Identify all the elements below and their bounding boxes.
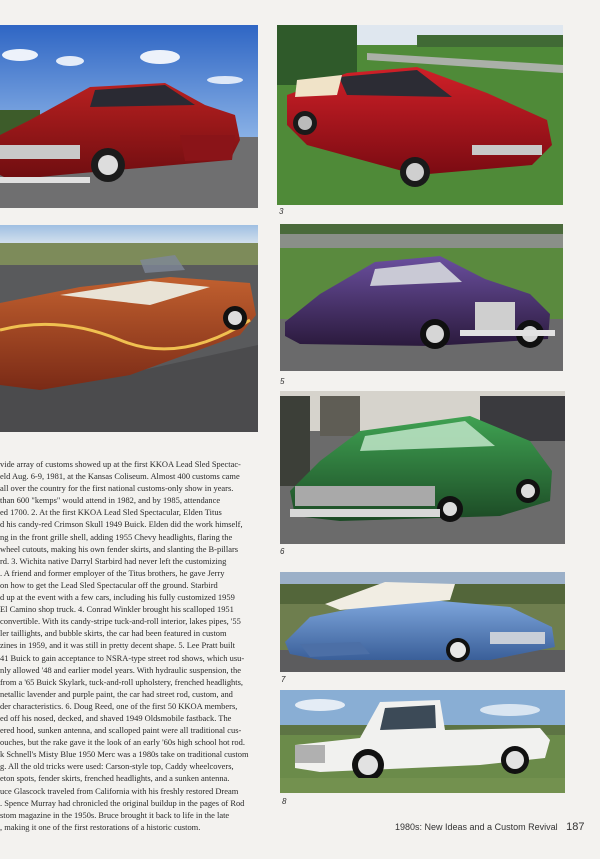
caption-line: eton spots, fender skirts, frenched headlights, and a sunken antenna. <box>0 773 230 784</box>
photo-blue-merc <box>280 572 565 672</box>
caption-line: El Camino shop truck. 4. Conrad Winkler brought his scalloped 1951 <box>0 604 234 615</box>
caption-line: nly allowed '48 and earlier model years. With hydraulic suspension, the <box>0 664 241 675</box>
photo-number-8: 8 <box>282 797 287 806</box>
photo-red-el-camino <box>277 25 563 205</box>
caption-text <box>0 458 262 833</box>
caption-line: ered hood, sunken antenna, and scalloped paint were all traditional cus- <box>0 725 242 736</box>
caption-line: , making it one of the first restorations of a historic custom. <box>0 821 201 832</box>
photo-white-dream-truck <box>280 690 565 793</box>
caption-line: on how to get the Lead Sled Spectacular off the ground. Starbird <box>0 579 218 590</box>
caption-line: . A friend and former employer of the Titus brothers, he gave Jerry <box>0 567 225 578</box>
photo-purple-buick-image <box>280 224 563 371</box>
caption-line: netallic lavender and purple paint, the car had street rod, custom, and <box>0 688 233 699</box>
page-footer <box>395 821 584 833</box>
caption-line: der characteristics. 6. Doug Reed, one of the first 50 KKOA members, <box>0 700 238 711</box>
photo-green-oldsmobile <box>280 391 565 544</box>
caption-line: ed 1700. 2. At the first KKOA Lead Sled Spectacular, Elden Titus <box>0 507 222 518</box>
photo-white-dream-truck-image <box>280 690 565 793</box>
caption-line: d his candy-red Crimson Skull 1949 Buick. Elden did the work himself, <box>0 519 243 530</box>
photo-green-oldsmobile-image <box>280 391 565 544</box>
caption-line: all over the country for the first national customs-only show in years. <box>0 483 234 494</box>
caption-line: wheel cutouts, making his own fender skirts, and slanting the B-pillars <box>0 543 239 554</box>
photo-red-buick <box>0 25 258 208</box>
photo-red-buick-image <box>0 25 258 208</box>
chapter-title: 1980s: New Ideas and a Custom Revival <box>395 822 558 832</box>
caption-line: d up at the event with a few cars, including his fully customized 1959 <box>0 592 235 603</box>
caption-line: ouches, but the rake gave it the look of an early '60s high school hot rod. <box>0 737 245 748</box>
caption-line: ler taillights, and bubble skirts, the car had been featured in custom <box>0 628 227 639</box>
photo-number-3: 3 <box>279 207 284 216</box>
photo-number-5: 5 <box>280 377 285 386</box>
caption-line: g. All the old tricks were used: Carson-style top, Caddy wheelcovers, <box>0 761 234 772</box>
caption-line: ed off his nosed, decked, and shaved 1949 Oldsmobile fastback. The <box>0 712 232 723</box>
caption-line: eld Aug. 6-9, 1981, at the Kansas Coliseum. Almost 400 customs came <box>0 471 240 482</box>
photo-scalloped-convertible-image <box>0 225 258 432</box>
caption-line: k Schnell's Misty Blue 1950 Merc was a 1980s take on traditional custom <box>0 749 249 760</box>
caption-line: . Spence Murray had chronicled the original buildup in the pages of Rod <box>0 797 245 808</box>
caption-line: rd. 3. Wichita native Darryl Starbird had never left the customizing <box>0 555 227 566</box>
caption-line: zines in 1959, and it was still in pretty decent shape. 5. Lee Pratt built <box>0 640 236 651</box>
photo-purple-buick <box>280 224 563 371</box>
photo-scalloped-convertible <box>0 225 258 432</box>
caption-line: than 600 "kemps" would attend in 1982, and by 1985, attendance <box>0 495 221 506</box>
caption-line: vide array of customs showed up at the first KKOA Lead Sled Spectac- <box>0 459 241 469</box>
page-number: 187 <box>566 821 585 833</box>
caption-line: convertible. With its candy-stripe tuck-and-roll interior, lakes pipes, '55 <box>0 616 241 627</box>
caption-line: 41 Buick to gain acceptance to NSRA-type street rod shows, which usu- <box>0 652 245 663</box>
caption-line: stom magazine in the 1950s. Bruce brought it back to life in the late <box>0 809 230 820</box>
photo-number-7: 7 <box>281 675 286 684</box>
photo-red-el-camino-image <box>277 25 563 205</box>
caption-line: uce Glascock traveled from California with his freshly restored Dream <box>0 785 239 796</box>
photo-number-6: 6 <box>280 547 285 556</box>
photo-blue-merc-image <box>280 572 565 672</box>
caption-line: ng in the front grille shell, adding 1955 Chevy headlights, flaring the <box>0 531 233 542</box>
caption-line: from a '65 Buick Skylark, tuck-and-roll upholstery, frenched headlights, <box>0 676 244 687</box>
